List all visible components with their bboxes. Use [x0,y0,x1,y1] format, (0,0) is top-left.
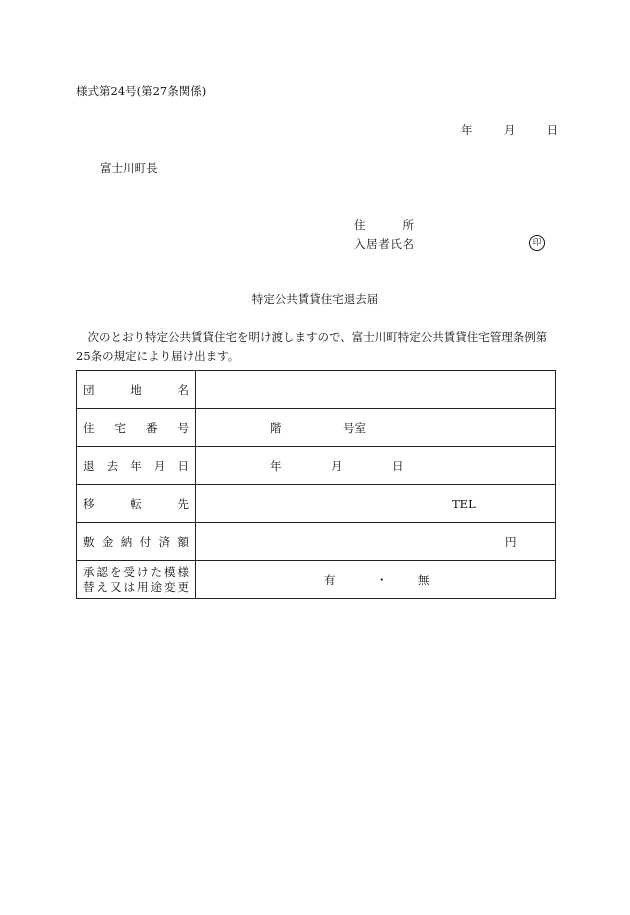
address-row [354,217,414,233]
day-unit: 日 [392,458,404,473]
year-unit: 年 [270,458,282,473]
field-label: 団地名 [77,371,196,409]
body-text: 次のとおり特定公共賃貸住宅を明け渡しますので、富士川町特定公共賃貸住宅管理条例第25条の規定により届け出ます。 [76,330,548,363]
field-label: 退去年月日 [77,447,196,485]
table-row [77,447,556,485]
submission-date [461,122,558,138]
date-year: 年 [461,123,473,137]
field-label: 住宅番号 [77,409,196,447]
deposit-amount-field[interactable] [196,523,556,561]
tel-label: TEL [452,496,476,511]
form-table [76,370,556,599]
table-row [77,561,556,599]
house-number-field[interactable] [196,409,556,447]
addressee: 富士川町長 [100,161,158,175]
room-unit: 号室 [343,420,366,435]
table-row [77,371,556,409]
month-unit: 月 [331,458,343,473]
table-row [77,523,556,561]
document-title: 特定公共賃貸住宅退去届 [251,292,379,306]
choice-no[interactable]: 無 [418,572,430,587]
new-address-field[interactable] [196,485,556,523]
field-label: 移転先 [77,485,196,523]
yen-unit: 円 [505,534,517,549]
moveout-date-field[interactable] [196,447,556,485]
choice-yes[interactable]: 有 [324,572,336,587]
floor-unit: 階 [270,420,282,435]
resident-name-row [354,236,414,252]
table-row [77,485,556,523]
address-label: 住所 [354,218,414,232]
resident-name-label: 入居者氏名 [354,237,414,251]
danchi-name-field[interactable] [196,371,556,409]
seal-mark: 印 [529,235,545,251]
form-number: 様式第24号(第27条関係) [76,84,207,98]
date-month: 月 [503,123,516,137]
table-row [77,409,556,447]
date-day: 日 [546,123,559,137]
field-label: 承認を受けた模様 替え又は用途変更 [77,561,196,599]
choice-separator: ・ [376,572,388,587]
modification-choice-field[interactable] [196,561,556,599]
field-label: 敷金納付済額 [77,523,196,561]
